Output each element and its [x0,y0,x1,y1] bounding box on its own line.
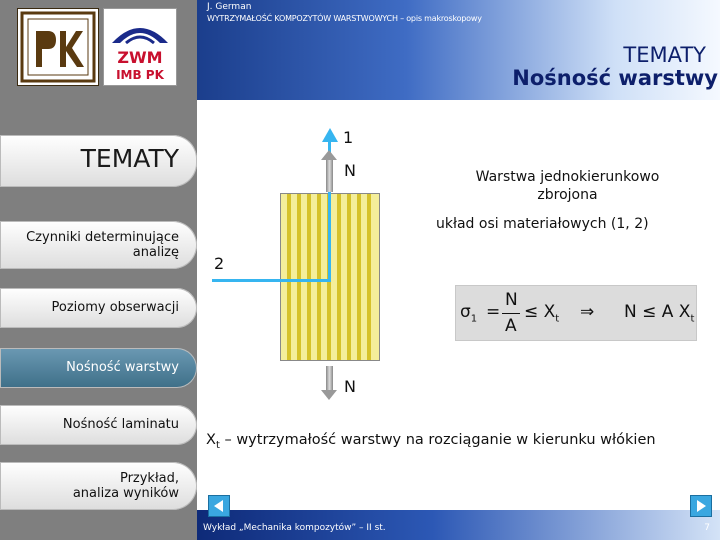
page-number: 7 [704,523,710,533]
fiber [337,194,341,360]
xt-definition [206,432,656,451]
formula-sigma-sub: 1 [470,313,478,325]
menu-heading [0,135,197,187]
menu-item-poziomy[interactable] [0,288,197,328]
fiber [357,194,361,360]
xt-subscript: t [215,439,220,451]
axis-1-label: 1 [343,128,354,147]
xt-description: – wytrzymałość warstwy na rozciąganie w kierunku włókien [219,432,656,448]
axis-2-label: 2 [214,254,225,273]
fiber [307,194,311,360]
force-arrow-up-icon [321,150,337,160]
formula-le-sub: t [555,313,560,325]
menu-item-przyklad[interactable] [0,462,197,510]
formula-numerator: N [505,290,518,310]
menu-item-label: Poziomy obserwacji [51,300,179,315]
xt-symbol: X [206,432,216,448]
force-arrow-top [326,158,333,192]
page-title: TEMATY [623,43,706,67]
menu-item-label: Czynniki determinujące [26,230,179,245]
arrow-right-icon [697,500,706,512]
footer-lecture: Wykład „Mechanika kompozytów” – II st. [203,523,386,533]
arrow-left-icon [214,500,223,512]
formula-rhs-sub: t [690,313,695,325]
next-slide-button[interactable] [690,495,712,517]
force-top-label: N [344,161,356,180]
menu-item-label-line2: analizę [132,245,179,260]
course-title: WYTRZYMAŁOŚĆ KOMPOZYTÓW WARSTWOWYCH – opis makroskopowy [207,14,482,23]
author-name: J. German [207,2,252,12]
formula-rhs: N ≤ A X [624,302,691,322]
fiber [297,194,301,360]
pk-logo [17,8,99,86]
menu-item-label-line2: analiza wyników [72,486,179,501]
force-bottom-label: N [344,377,356,396]
material-axes-text: układ osi materiałowych (1, 2) [436,216,649,232]
formula-sigma: σ [460,302,471,322]
menu-heading-label: TEMATY [80,144,179,173]
fiber [367,194,371,360]
formula-equals: = [486,302,501,322]
formula-denominator: A [505,316,517,336]
strength-formula [455,285,697,341]
force-arrow-bottom [326,366,333,392]
menu-item-label: Nośność laminatu [62,417,179,432]
layer-description-line2: zbrojona [537,187,598,203]
layer-description [430,168,705,204]
axis-2 [212,279,331,282]
page-subtitle: Nośność warstwy [512,66,718,90]
menu-item-nosnosc-warstwy[interactable] [0,348,197,388]
prev-slide-button[interactable] [208,495,230,517]
zwm-logo-text: ZWM [117,48,163,67]
force-arrow-down-icon [321,390,337,400]
menu-item-czynniki[interactable] [0,221,197,269]
layer-description-line1: Warstwa jednokierunkowo [475,169,660,185]
zwm-logo [103,8,177,86]
formula-le: ≤ X [524,302,556,322]
fiber [347,194,351,360]
menu-item-label: Nośność warstwy [66,360,179,375]
menu-item-label: Przykład, [119,471,179,486]
axis-1-arrow-icon [322,128,338,142]
implies-icon: ⇒ [580,302,595,322]
zwm-logo-subtext: IMB PK [116,68,164,82]
fiber [287,194,291,360]
fraction-bar [502,313,520,314]
fiber [317,194,321,360]
menu-item-nosnosc-laminatu[interactable] [0,405,197,445]
